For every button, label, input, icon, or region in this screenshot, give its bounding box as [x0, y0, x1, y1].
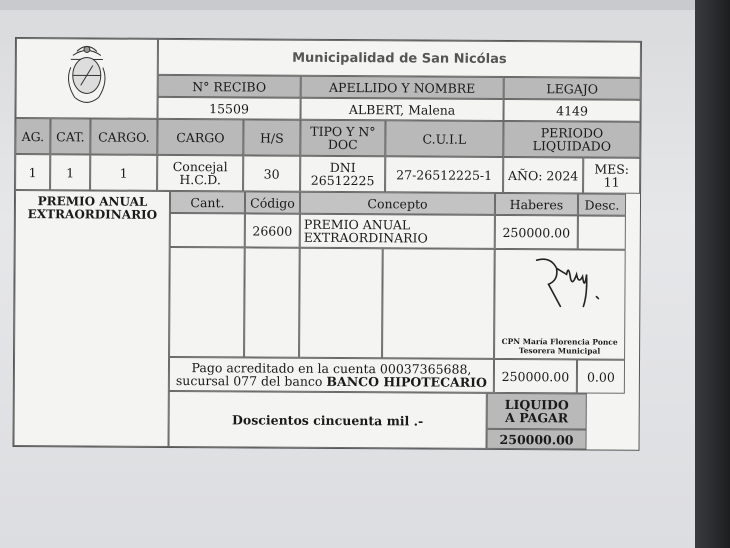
cargo-label: CARGO	[157, 119, 243, 156]
cargo-num-value: 1	[90, 154, 157, 190]
bank-name: BANCO HIPOTECARIO	[326, 373, 487, 390]
signer-name: CPN María Florencia Ponce	[501, 336, 618, 347]
hs-value: 30	[243, 155, 300, 191]
legajo-label: LEGAJO	[504, 77, 641, 100]
total-desc: 0.00	[577, 359, 625, 393]
amount-in-words: Doscientos cincuenta mil .-	[168, 391, 486, 449]
payment-info	[169, 357, 494, 393]
premio-label: PREMIO ANUAL EXTRAORDINARIO	[14, 190, 171, 447]
item-concepto: PREMIO ANUAL EXTRAORDINARIO	[300, 214, 495, 249]
anio-value: AÑO: 2024	[503, 157, 583, 193]
liquido-label: LIQUIDO A PAGAR	[487, 393, 587, 430]
haberes-label: Haberes	[495, 193, 578, 216]
cat-label: CAT.	[50, 118, 90, 154]
item-cant	[170, 213, 245, 247]
mes-value: MES: 11	[583, 157, 640, 193]
recibo-label: N° RECIBO	[158, 75, 301, 98]
signature-scribble	[526, 254, 621, 317]
codigo-label: Código	[245, 191, 300, 213]
municipality-title: Municipalidad de San Nicólas	[158, 39, 641, 78]
cargo-value: Concejal H.C.D.	[157, 155, 243, 192]
item-haberes: 250000.00	[495, 215, 578, 250]
cat-value: 1	[50, 154, 90, 190]
signer-role: Tesorera Municipal	[518, 346, 601, 356]
recibo-value: 15509	[158, 97, 301, 120]
cargo-short-label: CARGO.	[90, 118, 157, 154]
cuil-value: 27-26512225-1	[385, 156, 503, 193]
tipo-doc-label: TIPO Y N° DOC	[300, 120, 385, 157]
concepto-label: Concepto	[300, 192, 495, 215]
ag-label: AG.	[15, 118, 50, 154]
empty-cell	[382, 248, 495, 359]
periodo-label: PERIODO LIQUIDADO	[503, 121, 640, 158]
screen-top-bezel	[0, 0, 730, 10]
monitor-bezel	[695, 0, 730, 548]
item-codigo: 26600	[245, 213, 300, 247]
ag-value: 1	[15, 154, 50, 190]
cant-label: Cant.	[170, 191, 245, 213]
hs-label: H/S	[243, 119, 300, 155]
total-haberes: 250000.00	[494, 359, 577, 394]
empty-cell	[169, 247, 245, 357]
empty-cell	[299, 248, 383, 359]
coat-of-arms-icon	[63, 41, 111, 113]
empty-cell	[244, 247, 300, 357]
liquido-value: 250000.00	[486, 429, 586, 450]
desc-label: Desc.	[578, 193, 626, 215]
doc-value: DNI 26512225	[300, 156, 385, 193]
legajo-value: 4149	[503, 99, 640, 122]
name-value: ALBERT, Malena	[300, 98, 503, 121]
item-desc	[578, 215, 626, 249]
payment-text: Pago acreditado en la cuenta 00037365688, sucursal 077 del banco	[175, 360, 472, 389]
apellido-label: APELLIDO Y NOMBRE	[301, 76, 504, 99]
salary-receipt	[12, 37, 641, 451]
cuil-label: C.U.I.L	[385, 120, 503, 157]
